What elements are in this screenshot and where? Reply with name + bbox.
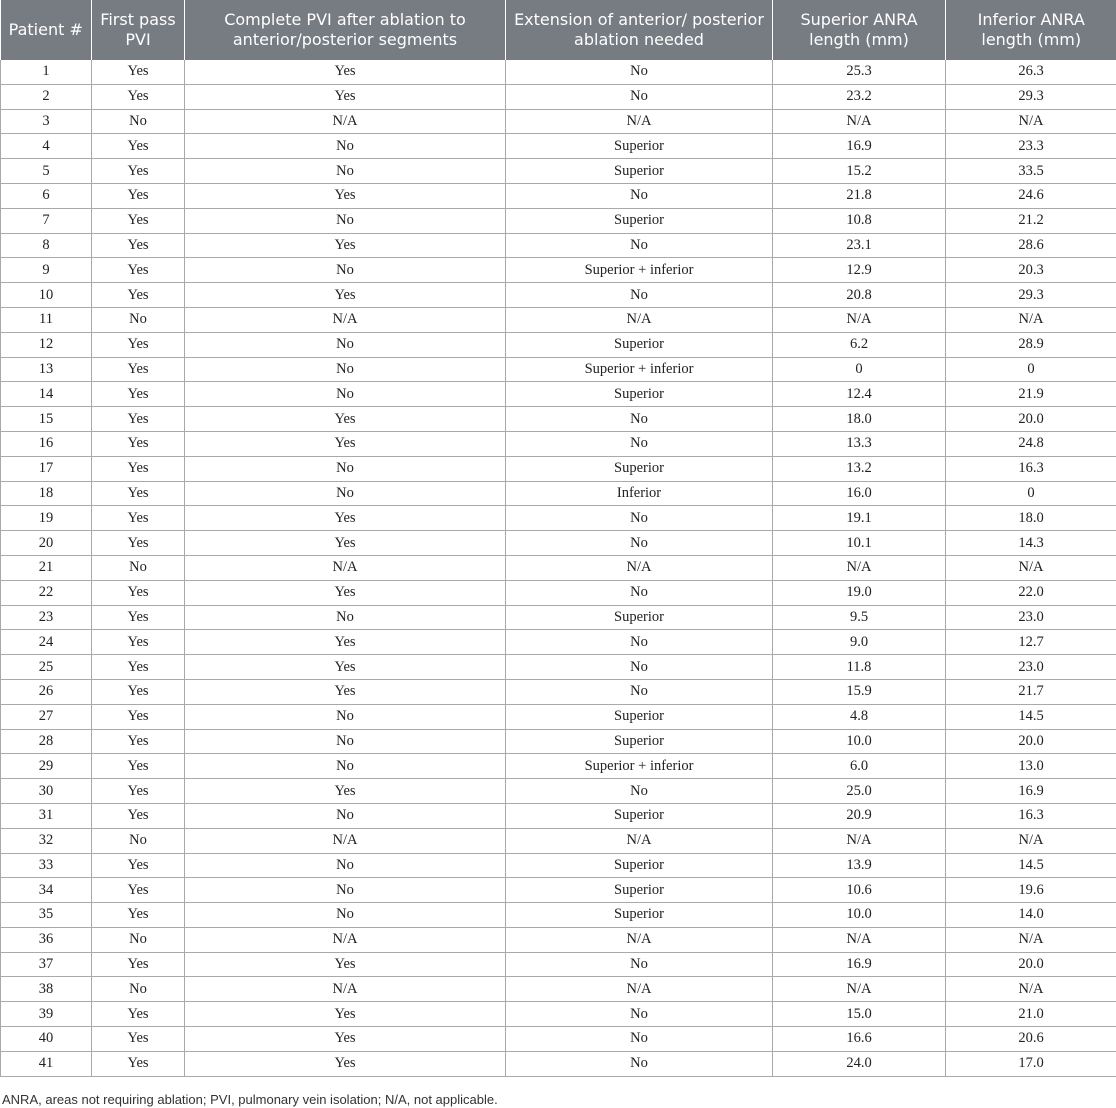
table-row: [1, 357, 1116, 382]
table-row: [1, 233, 1116, 258]
cell-patient-number: 2: [1, 84, 92, 109]
cell-inferior-anra: 16.9: [946, 779, 1116, 804]
table-row: [1, 84, 1116, 109]
table-row: [1, 779, 1116, 804]
table-row: [1, 1051, 1116, 1076]
cell-patient-number: 28: [1, 729, 92, 754]
cell-first-pass-pvi: Yes: [92, 283, 185, 308]
cell-patient-number: 31: [1, 803, 92, 828]
cell-patient-number: 33: [1, 853, 92, 878]
cell-inferior-anra: 18.0: [946, 506, 1116, 531]
table-row: [1, 580, 1116, 605]
cell-patient-number: 24: [1, 630, 92, 655]
cell-complete-pvi: No: [185, 729, 506, 754]
cell-complete-pvi: No: [185, 357, 506, 382]
cell-complete-pvi: No: [185, 258, 506, 283]
cell-patient-number: 30: [1, 779, 92, 804]
cell-inferior-anra: N/A: [946, 977, 1116, 1002]
cell-patient-number: 22: [1, 580, 92, 605]
cell-patient-number: 19: [1, 506, 92, 531]
cell-superior-anra: 19.1: [773, 506, 946, 531]
cell-superior-anra: 6.2: [773, 332, 946, 357]
cell-first-pass-pvi: Yes: [92, 382, 185, 407]
cell-extension-needed: No: [506, 655, 773, 680]
header-patient-number: Patient #: [1, 0, 92, 60]
cell-first-pass-pvi: Yes: [92, 679, 185, 704]
cell-patient-number: 18: [1, 481, 92, 506]
cell-complete-pvi: Yes: [185, 283, 506, 308]
cell-superior-anra: N/A: [773, 109, 946, 134]
cell-inferior-anra: 19.6: [946, 878, 1116, 903]
cell-superior-anra: N/A: [773, 927, 946, 952]
cell-first-pass-pvi: Yes: [92, 506, 185, 531]
cell-extension-needed: Superior: [506, 704, 773, 729]
cell-complete-pvi: Yes: [185, 952, 506, 977]
table-row: [1, 952, 1116, 977]
cell-patient-number: 39: [1, 1002, 92, 1027]
cell-first-pass-pvi: Yes: [92, 952, 185, 977]
cell-complete-pvi: Yes: [185, 630, 506, 655]
table-row: [1, 927, 1116, 952]
table-row: [1, 655, 1116, 680]
cell-complete-pvi: No: [185, 704, 506, 729]
table-row: [1, 506, 1116, 531]
table-row: [1, 481, 1116, 506]
cell-inferior-anra: N/A: [946, 109, 1116, 134]
cell-superior-anra: 10.0: [773, 903, 946, 928]
table-row: [1, 704, 1116, 729]
cell-extension-needed: Superior: [506, 605, 773, 630]
cell-patient-number: 9: [1, 258, 92, 283]
cell-first-pass-pvi: Yes: [92, 704, 185, 729]
cell-first-pass-pvi: Yes: [92, 456, 185, 481]
cell-complete-pvi: Yes: [185, 580, 506, 605]
cell-inferior-anra: 24.6: [946, 183, 1116, 208]
cell-inferior-anra: 14.3: [946, 531, 1116, 556]
cell-superior-anra: 11.8: [773, 655, 946, 680]
cell-complete-pvi: Yes: [185, 779, 506, 804]
cell-extension-needed: Superior: [506, 134, 773, 159]
cell-extension-needed: N/A: [506, 927, 773, 952]
cell-patient-number: 16: [1, 431, 92, 456]
cell-superior-anra: 9.0: [773, 630, 946, 655]
cell-first-pass-pvi: Yes: [92, 134, 185, 159]
cell-superior-anra: 23.2: [773, 84, 946, 109]
header-extension-needed: Extension of anterior/ posterior ablation needed: [506, 0, 773, 60]
cell-superior-anra: 13.9: [773, 853, 946, 878]
cell-extension-needed: No: [506, 1051, 773, 1076]
cell-inferior-anra: 0: [946, 481, 1116, 506]
cell-complete-pvi: Yes: [185, 679, 506, 704]
header-inferior-anra: Inferior ANRA length (mm): [946, 0, 1116, 60]
cell-first-pass-pvi: Yes: [92, 208, 185, 233]
table-row: [1, 803, 1116, 828]
cell-first-pass-pvi: Yes: [92, 878, 185, 903]
cell-complete-pvi: Yes: [185, 1027, 506, 1052]
cell-superior-anra: 20.8: [773, 283, 946, 308]
table-row: [1, 1002, 1116, 1027]
cell-superior-anra: 15.2: [773, 159, 946, 184]
cell-complete-pvi: No: [185, 382, 506, 407]
cell-superior-anra: 16.6: [773, 1027, 946, 1052]
cell-complete-pvi: Yes: [185, 431, 506, 456]
cell-complete-pvi: Yes: [185, 1051, 506, 1076]
cell-first-pass-pvi: Yes: [92, 183, 185, 208]
cell-first-pass-pvi: Yes: [92, 754, 185, 779]
cell-complete-pvi: N/A: [185, 307, 506, 332]
cell-superior-anra: 13.2: [773, 456, 946, 481]
header-superior-anra: Superior ANRA length (mm): [773, 0, 946, 60]
cell-superior-anra: 10.8: [773, 208, 946, 233]
table-row: [1, 283, 1116, 308]
cell-inferior-anra: 29.3: [946, 84, 1116, 109]
cell-complete-pvi: Yes: [185, 655, 506, 680]
cell-patient-number: 21: [1, 555, 92, 580]
table-row: [1, 109, 1116, 134]
cell-patient-number: 8: [1, 233, 92, 258]
cell-first-pass-pvi: Yes: [92, 630, 185, 655]
cell-inferior-anra: 20.0: [946, 729, 1116, 754]
table-row: [1, 853, 1116, 878]
cell-inferior-anra: 28.9: [946, 332, 1116, 357]
cell-first-pass-pvi: Yes: [92, 481, 185, 506]
cell-inferior-anra: 12.7: [946, 630, 1116, 655]
table-row: [1, 878, 1116, 903]
cell-superior-anra: 15.9: [773, 679, 946, 704]
table-row: [1, 729, 1116, 754]
cell-superior-anra: 0: [773, 357, 946, 382]
table-row: [1, 382, 1116, 407]
cell-patient-number: 5: [1, 159, 92, 184]
cell-complete-pvi: No: [185, 605, 506, 630]
cell-inferior-anra: 22.0: [946, 580, 1116, 605]
cell-inferior-anra: 16.3: [946, 803, 1116, 828]
cell-first-pass-pvi: No: [92, 828, 185, 853]
cell-superior-anra: 25.3: [773, 60, 946, 84]
cell-inferior-anra: 23.0: [946, 605, 1116, 630]
cell-inferior-anra: N/A: [946, 307, 1116, 332]
cell-first-pass-pvi: Yes: [92, 159, 185, 184]
table-row: [1, 307, 1116, 332]
cell-first-pass-pvi: No: [92, 927, 185, 952]
cell-superior-anra: 18.0: [773, 407, 946, 432]
cell-patient-number: 13: [1, 357, 92, 382]
table-body: [1, 60, 1116, 1076]
cell-inferior-anra: 28.6: [946, 233, 1116, 258]
cell-complete-pvi: Yes: [185, 506, 506, 531]
header-complete-pvi: Complete PVI after ablation to anterior/posterior segments: [185, 0, 506, 60]
cell-inferior-anra: 24.8: [946, 431, 1116, 456]
cell-extension-needed: No: [506, 630, 773, 655]
cell-patient-number: 4: [1, 134, 92, 159]
cell-inferior-anra: 17.0: [946, 1051, 1116, 1076]
cell-extension-needed: Superior: [506, 878, 773, 903]
cell-complete-pvi: Yes: [185, 60, 506, 84]
cell-inferior-anra: 33.5: [946, 159, 1116, 184]
cell-extension-needed: No: [506, 84, 773, 109]
cell-superior-anra: 16.9: [773, 134, 946, 159]
cell-extension-needed: No: [506, 233, 773, 258]
cell-complete-pvi: No: [185, 332, 506, 357]
cell-inferior-anra: 29.3: [946, 283, 1116, 308]
cell-complete-pvi: No: [185, 208, 506, 233]
table-header: [1, 0, 1116, 60]
cell-extension-needed: Superior + inferior: [506, 357, 773, 382]
cell-patient-number: 37: [1, 952, 92, 977]
table-row: [1, 431, 1116, 456]
cell-extension-needed: No: [506, 60, 773, 84]
cell-superior-anra: N/A: [773, 555, 946, 580]
table-row: [1, 531, 1116, 556]
cell-extension-needed: No: [506, 183, 773, 208]
cell-inferior-anra: 20.6: [946, 1027, 1116, 1052]
cell-extension-needed: Superior: [506, 208, 773, 233]
cell-extension-needed: Superior: [506, 903, 773, 928]
cell-first-pass-pvi: Yes: [92, 803, 185, 828]
cell-inferior-anra: 21.0: [946, 1002, 1116, 1027]
cell-inferior-anra: N/A: [946, 927, 1116, 952]
cell-superior-anra: 20.9: [773, 803, 946, 828]
table-row: [1, 183, 1116, 208]
cell-patient-number: 36: [1, 927, 92, 952]
cell-patient-number: 32: [1, 828, 92, 853]
cell-extension-needed: No: [506, 431, 773, 456]
cell-first-pass-pvi: Yes: [92, 903, 185, 928]
cell-inferior-anra: 0: [946, 357, 1116, 382]
cell-superior-anra: 19.0: [773, 580, 946, 605]
cell-patient-number: 27: [1, 704, 92, 729]
cell-superior-anra: 10.0: [773, 729, 946, 754]
cell-first-pass-pvi: Yes: [92, 1051, 185, 1076]
cell-patient-number: 10: [1, 283, 92, 308]
cell-superior-anra: 16.0: [773, 481, 946, 506]
cell-extension-needed: Superior: [506, 853, 773, 878]
cell-inferior-anra: 14.5: [946, 853, 1116, 878]
table-row: [1, 903, 1116, 928]
cell-superior-anra: N/A: [773, 307, 946, 332]
cell-complete-pvi: Yes: [185, 531, 506, 556]
cell-patient-number: 11: [1, 307, 92, 332]
table-row: [1, 332, 1116, 357]
cell-complete-pvi: N/A: [185, 828, 506, 853]
cell-complete-pvi: N/A: [185, 927, 506, 952]
cell-inferior-anra: 16.3: [946, 456, 1116, 481]
cell-extension-needed: Superior: [506, 729, 773, 754]
cell-inferior-anra: 20.0: [946, 407, 1116, 432]
cell-first-pass-pvi: Yes: [92, 431, 185, 456]
cell-extension-needed: No: [506, 952, 773, 977]
cell-superior-anra: 24.0: [773, 1051, 946, 1076]
cell-superior-anra: 16.9: [773, 952, 946, 977]
cell-extension-needed: Superior + inferior: [506, 258, 773, 283]
cell-extension-needed: No: [506, 580, 773, 605]
cell-inferior-anra: 26.3: [946, 60, 1116, 84]
table-row: [1, 456, 1116, 481]
cell-first-pass-pvi: Yes: [92, 779, 185, 804]
cell-patient-number: 40: [1, 1027, 92, 1052]
cell-extension-needed: No: [506, 679, 773, 704]
cell-extension-needed: No: [506, 506, 773, 531]
cell-patient-number: 14: [1, 382, 92, 407]
cell-extension-needed: N/A: [506, 828, 773, 853]
cell-inferior-anra: 13.0: [946, 754, 1116, 779]
cell-first-pass-pvi: Yes: [92, 605, 185, 630]
cell-first-pass-pvi: Yes: [92, 84, 185, 109]
cell-extension-needed: N/A: [506, 109, 773, 134]
cell-first-pass-pvi: Yes: [92, 60, 185, 84]
cell-first-pass-pvi: Yes: [92, 853, 185, 878]
cell-inferior-anra: 21.7: [946, 679, 1116, 704]
cell-extension-needed: No: [506, 407, 773, 432]
header-row: [1, 0, 1116, 60]
cell-inferior-anra: 21.2: [946, 208, 1116, 233]
cell-inferior-anra: 21.9: [946, 382, 1116, 407]
cell-complete-pvi: No: [185, 803, 506, 828]
cell-patient-number: 25: [1, 655, 92, 680]
table-row: [1, 159, 1116, 184]
cell-extension-needed: No: [506, 1027, 773, 1052]
table-row: [1, 630, 1116, 655]
cell-complete-pvi: Yes: [185, 183, 506, 208]
cell-extension-needed: Superior: [506, 382, 773, 407]
cell-patient-number: 23: [1, 605, 92, 630]
cell-inferior-anra: 20.3: [946, 258, 1116, 283]
cell-patient-number: 1: [1, 60, 92, 84]
cell-extension-needed: N/A: [506, 977, 773, 1002]
cell-superior-anra: 12.9: [773, 258, 946, 283]
cell-patient-number: 17: [1, 456, 92, 481]
cell-superior-anra: 15.0: [773, 1002, 946, 1027]
cell-inferior-anra: 14.0: [946, 903, 1116, 928]
cell-complete-pvi: N/A: [185, 977, 506, 1002]
cell-first-pass-pvi: Yes: [92, 407, 185, 432]
cell-complete-pvi: No: [185, 481, 506, 506]
cell-patient-number: 7: [1, 208, 92, 233]
cell-first-pass-pvi: Yes: [92, 258, 185, 283]
cell-complete-pvi: Yes: [185, 84, 506, 109]
cell-complete-pvi: No: [185, 159, 506, 184]
cell-first-pass-pvi: Yes: [92, 1027, 185, 1052]
cell-extension-needed: Superior: [506, 159, 773, 184]
table-row: [1, 134, 1116, 159]
cell-complete-pvi: N/A: [185, 555, 506, 580]
cell-first-pass-pvi: Yes: [92, 332, 185, 357]
cell-patient-number: 15: [1, 407, 92, 432]
cell-complete-pvi: No: [185, 903, 506, 928]
cell-extension-needed: No: [506, 779, 773, 804]
cell-superior-anra: 4.8: [773, 704, 946, 729]
cell-first-pass-pvi: Yes: [92, 580, 185, 605]
cell-first-pass-pvi: Yes: [92, 1002, 185, 1027]
cell-first-pass-pvi: Yes: [92, 233, 185, 258]
cell-inferior-anra: 20.0: [946, 952, 1116, 977]
cell-complete-pvi: No: [185, 456, 506, 481]
cell-superior-anra: 10.1: [773, 531, 946, 556]
cell-superior-anra: 25.0: [773, 779, 946, 804]
cell-inferior-anra: 23.0: [946, 655, 1116, 680]
cell-complete-pvi: Yes: [185, 233, 506, 258]
cell-inferior-anra: N/A: [946, 828, 1116, 853]
cell-extension-needed: Inferior: [506, 481, 773, 506]
table-row: [1, 679, 1116, 704]
cell-superior-anra: 12.4: [773, 382, 946, 407]
cell-extension-needed: Superior: [506, 332, 773, 357]
cell-first-pass-pvi: Yes: [92, 655, 185, 680]
table-row: [1, 605, 1116, 630]
table-row: [1, 977, 1116, 1002]
cell-first-pass-pvi: No: [92, 109, 185, 134]
cell-complete-pvi: Yes: [185, 407, 506, 432]
cell-extension-needed: No: [506, 283, 773, 308]
cell-extension-needed: Superior + inferior: [506, 754, 773, 779]
table-row: [1, 555, 1116, 580]
cell-first-pass-pvi: Yes: [92, 729, 185, 754]
cell-first-pass-pvi: No: [92, 307, 185, 332]
cell-complete-pvi: No: [185, 134, 506, 159]
cell-extension-needed: N/A: [506, 555, 773, 580]
cell-complete-pvi: No: [185, 853, 506, 878]
cell-superior-anra: 23.1: [773, 233, 946, 258]
cell-superior-anra: 6.0: [773, 754, 946, 779]
cell-patient-number: 26: [1, 679, 92, 704]
cell-first-pass-pvi: Yes: [92, 357, 185, 382]
table-footnote: ANRA, areas not requiring ablation; PVI, pulmonary vein isolation; N/A, not applicable.: [2, 1092, 498, 1107]
cell-superior-anra: N/A: [773, 828, 946, 853]
cell-inferior-anra: 23.3: [946, 134, 1116, 159]
table-row: [1, 407, 1116, 432]
cell-patient-number: 34: [1, 878, 92, 903]
table-row: [1, 1027, 1116, 1052]
cell-first-pass-pvi: No: [92, 555, 185, 580]
cell-patient-number: 6: [1, 183, 92, 208]
cell-inferior-anra: N/A: [946, 555, 1116, 580]
cell-extension-needed: N/A: [506, 307, 773, 332]
cell-first-pass-pvi: Yes: [92, 531, 185, 556]
cell-superior-anra: 9.5: [773, 605, 946, 630]
cell-patient-number: 29: [1, 754, 92, 779]
cell-inferior-anra: 14.5: [946, 704, 1116, 729]
cell-patient-number: 3: [1, 109, 92, 134]
cell-extension-needed: Superior: [506, 456, 773, 481]
cell-first-pass-pvi: No: [92, 977, 185, 1002]
cell-superior-anra: N/A: [773, 977, 946, 1002]
table-row: [1, 60, 1116, 84]
header-first-pass-pvi: First pass PVI: [92, 0, 185, 60]
cell-complete-pvi: No: [185, 878, 506, 903]
table-row: [1, 208, 1116, 233]
cell-extension-needed: No: [506, 1002, 773, 1027]
cell-extension-needed: Superior: [506, 803, 773, 828]
cell-patient-number: 38: [1, 977, 92, 1002]
cell-patient-number: 20: [1, 531, 92, 556]
cell-patient-number: 12: [1, 332, 92, 357]
table-row: [1, 828, 1116, 853]
cell-superior-anra: 21.8: [773, 183, 946, 208]
cell-complete-pvi: N/A: [185, 109, 506, 134]
cell-patient-number: 41: [1, 1051, 92, 1076]
cell-patient-number: 35: [1, 903, 92, 928]
cell-superior-anra: 10.6: [773, 878, 946, 903]
table-row: [1, 258, 1116, 283]
cell-complete-pvi: Yes: [185, 1002, 506, 1027]
cell-extension-needed: No: [506, 531, 773, 556]
cell-complete-pvi: No: [185, 754, 506, 779]
cell-superior-anra: 13.3: [773, 431, 946, 456]
table-row: [1, 754, 1116, 779]
